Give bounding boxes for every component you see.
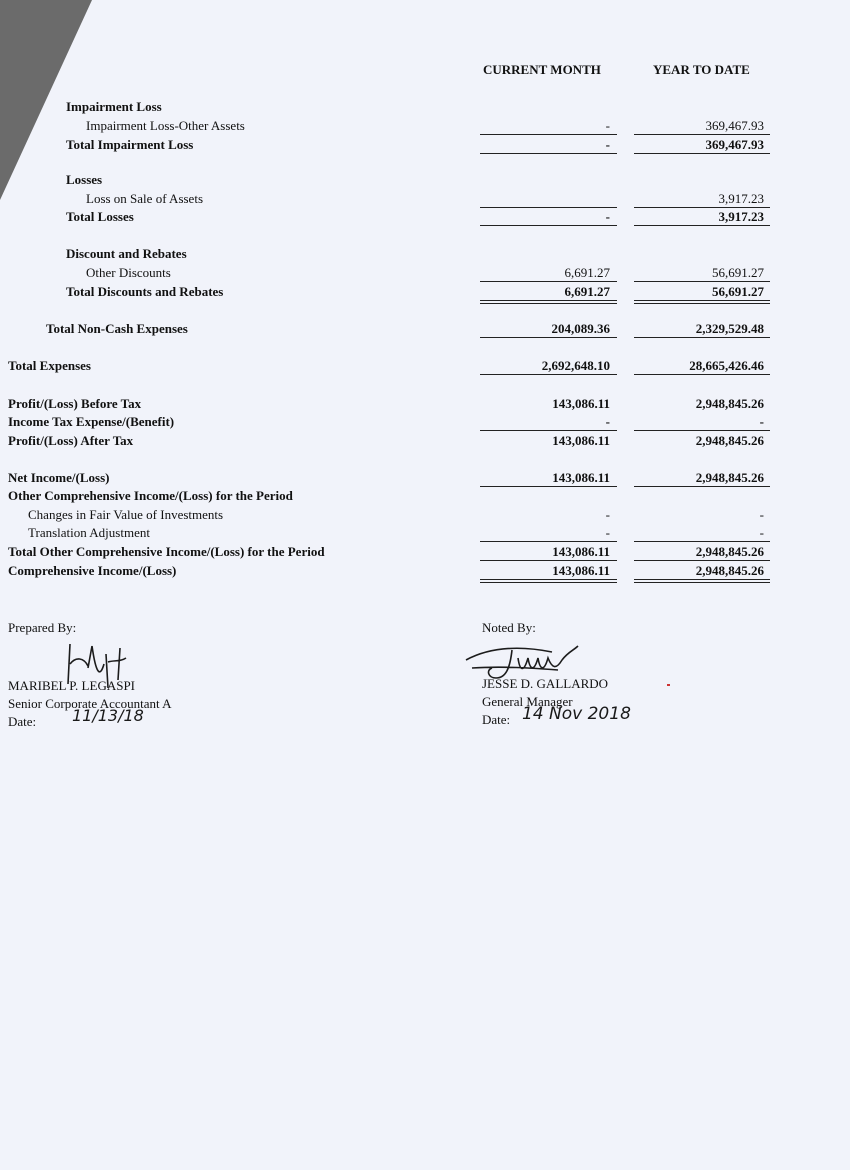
- row-year-to-date-underline: [634, 225, 770, 226]
- row-year-to-date-underline: [634, 153, 770, 154]
- row-year-to-date-value: -: [759, 525, 764, 540]
- row-current-month-value: 6,691.27: [564, 265, 610, 280]
- row-year-to-date-underline-double: [634, 303, 770, 304]
- row-label: Total Non-Cash Expenses: [46, 321, 188, 336]
- row-year-to-date-value: 2,948,845.26: [695, 396, 764, 411]
- row-label: Changes in Fair Value of Investments: [28, 507, 224, 522]
- row-current-month-underline: [480, 134, 617, 135]
- row-year-to-date-value: 369,467.93: [705, 137, 764, 152]
- row-current-month-underline: [480, 579, 617, 580]
- row-current-month-underline: [480, 430, 617, 431]
- row-current-month-value: 204,089.36: [551, 321, 610, 336]
- row-year-to-date-underline: [634, 337, 770, 338]
- row-year-to-date-value: 2,948,845.26: [695, 563, 764, 578]
- row-year-to-date-value: 56,691.27: [712, 284, 764, 299]
- row-current-month-value: 143,086.11: [552, 544, 610, 559]
- row-label: Total Discounts and Rebates: [66, 284, 224, 299]
- noted-by-signature: [462, 638, 612, 688]
- row-year-to-date-value: 3,917.23: [718, 191, 764, 206]
- row-label: Losses: [66, 172, 103, 187]
- row-year-to-date-underline: [634, 486, 770, 487]
- noted-by-date-label: Date:: [482, 712, 511, 727]
- row-year-to-date-underline: [634, 134, 770, 135]
- row-label: Profit/(Loss) Before Tax: [8, 396, 142, 411]
- row-label: Income Tax Expense/(Benefit): [8, 414, 175, 429]
- row-current-month-value: 2,692,648.10: [541, 358, 610, 373]
- row-current-month-underline-double: [480, 303, 617, 304]
- row-current-month-underline: [480, 337, 617, 338]
- prepared-by-name: MARIBEL P. LEGASPI: [8, 678, 136, 693]
- row-label: Other Discounts: [86, 265, 171, 280]
- row-current-month-underline: [480, 153, 617, 154]
- row-label: Total Losses: [66, 209, 134, 224]
- row-current-month-underline-double: [480, 582, 617, 583]
- prepared-by-heading: Prepared By:: [8, 620, 77, 635]
- row-year-to-date-underline-double: [634, 582, 770, 583]
- row-label: Total Impairment Loss: [66, 137, 194, 152]
- header-current-month: CURRENT MONTH: [483, 62, 601, 77]
- prepared-by-title: Senior Corporate Accountant A: [8, 696, 172, 711]
- row-year-to-date-underline: [634, 541, 770, 542]
- row-current-month-underline: [480, 300, 617, 301]
- row-year-to-date-value: 2,948,845.26: [695, 433, 764, 448]
- row-year-to-date-value: -: [759, 414, 764, 429]
- row-current-month-value: 143,086.11: [552, 470, 610, 485]
- row-label: Profit/(Loss) After Tax: [8, 433, 134, 448]
- row-year-to-date-value: 56,691.27: [712, 265, 764, 280]
- header-year-to-date: YEAR TO DATE: [653, 62, 750, 77]
- row-year-to-date-underline: [634, 374, 770, 375]
- row-current-month-underline: [480, 560, 617, 561]
- row-label: Total Expenses: [8, 358, 91, 373]
- row-year-to-date-underline: [634, 579, 770, 580]
- row-year-to-date-value: 369,467.93: [705, 118, 764, 133]
- prepared-by-date-handwritten: 11/13/18: [72, 706, 144, 725]
- row-label: Net Income/(Loss): [8, 470, 110, 485]
- prepared-by-signature: [58, 634, 138, 694]
- row-current-month-value: -: [605, 137, 610, 152]
- row-current-month-underline: [480, 541, 617, 542]
- row-label: Comprehensive Income/(Loss): [8, 563, 177, 578]
- row-current-month-underline: [480, 486, 617, 487]
- row-year-to-date-value: 28,665,426.46: [689, 358, 764, 373]
- row-current-month-underline: [480, 281, 617, 282]
- noted-by-heading: Noted By:: [482, 620, 536, 635]
- row-year-to-date-underline: [634, 300, 770, 301]
- row-year-to-date-value: 2,329,529.48: [695, 321, 764, 336]
- row-year-to-date-value: 2,948,845.26: [695, 470, 764, 485]
- row-current-month-value: -: [605, 525, 610, 540]
- row-current-month-value: 143,086.11: [552, 396, 610, 411]
- row-current-month-value: 6,691.27: [564, 284, 610, 299]
- row-year-to-date-value: 2,948,845.26: [695, 544, 764, 559]
- noted-by-date-handwritten: 14 Nov 2018: [522, 704, 631, 724]
- row-current-month-value: 143,086.11: [552, 433, 610, 448]
- row-label: Translation Adjustment: [28, 525, 150, 540]
- row-current-month-underline: [480, 225, 617, 226]
- row-label: Total Other Comprehensive Income/(Loss) for the Period: [8, 544, 325, 559]
- row-year-to-date-underline: [634, 560, 770, 561]
- row-year-to-date-underline: [634, 430, 770, 431]
- row-label: Loss on Sale of Assets: [86, 191, 203, 206]
- row-label: Impairment Loss-Other Assets: [86, 118, 245, 133]
- row-label: Other Comprehensive Income/(Loss) for the Period: [8, 488, 293, 503]
- row-current-month-value: -: [605, 118, 610, 133]
- row-label: Discount and Rebates: [66, 246, 187, 261]
- ink-dot: [667, 684, 670, 686]
- row-current-month-underline: [480, 207, 617, 208]
- noted-by-name: JESSE D. GALLARDO: [482, 676, 609, 691]
- row-current-month-value: -: [605, 414, 610, 429]
- row-current-month-underline: [480, 374, 617, 375]
- row-current-month-value: 143,086.11: [552, 563, 610, 578]
- prepared-by-date-label: Date:: [8, 714, 37, 729]
- row-year-to-date-value: -: [759, 507, 764, 522]
- row-current-month-value: -: [605, 209, 610, 224]
- row-year-to-date-underline: [634, 207, 770, 208]
- row-year-to-date-value: 3,917.23: [718, 209, 764, 224]
- noted-by-title: General Manager: [482, 694, 573, 709]
- row-current-month-value: -: [605, 507, 610, 522]
- row-label: Impairment Loss: [66, 99, 162, 114]
- row-year-to-date-underline: [634, 281, 770, 282]
